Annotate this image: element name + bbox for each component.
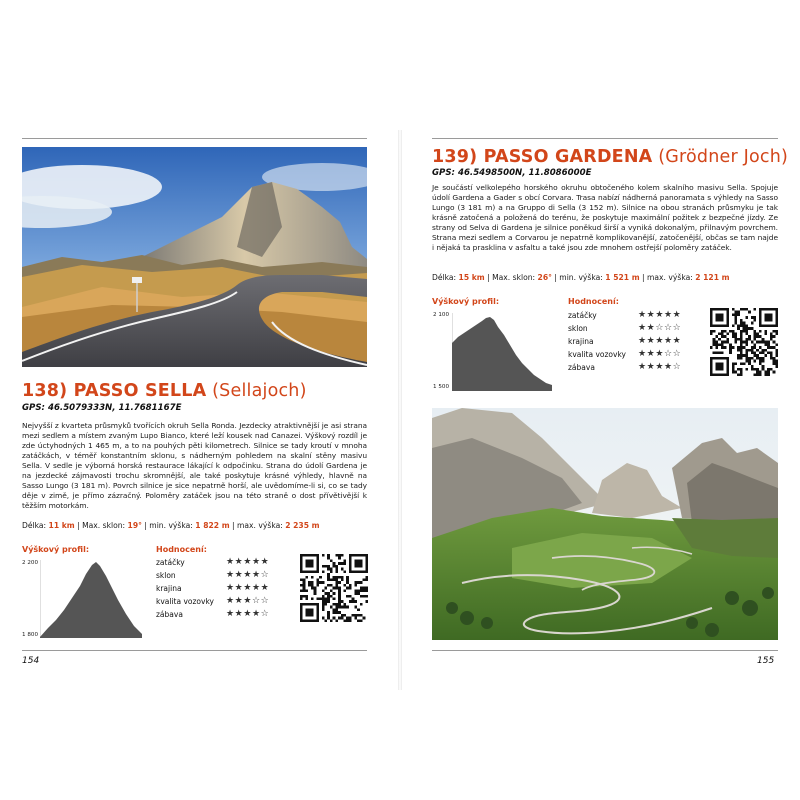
- stat-max-label: | max. výška:: [639, 273, 696, 282]
- rating-row-slope: [156, 571, 306, 582]
- elevation-profile-chart: [452, 313, 552, 391]
- star-icon: ★★★★★: [638, 336, 682, 346]
- rating-row-road-quality: [156, 597, 306, 608]
- rating-label: krajina: [568, 337, 594, 346]
- bottom-rule: [22, 650, 367, 651]
- right-page: [400, 0, 800, 800]
- elevation-bottom: 1 500: [433, 384, 450, 390]
- rating-label: zábava: [156, 610, 183, 619]
- route-stats: [22, 521, 320, 530]
- stat-slope-value: 19°: [127, 521, 142, 530]
- top-rule: [432, 138, 778, 139]
- stat-min-label: | min. výška:: [551, 273, 606, 282]
- page-number: 155: [757, 656, 775, 666]
- star-icon: ★★★★★: [226, 557, 270, 567]
- elevation-profile-chart: [40, 560, 142, 638]
- qr-code-icon[interactable]: [710, 308, 778, 376]
- stat-length-label: Délka:: [22, 521, 49, 530]
- section-title: [22, 381, 307, 401]
- stat-min-value: 1 822 m: [195, 521, 230, 530]
- star-icon: ★★★☆☆: [226, 596, 270, 606]
- star-icon: ★★★★☆: [226, 570, 270, 580]
- rating-label: zatáčky: [156, 558, 185, 567]
- stat-length-value: 15 km: [458, 273, 485, 282]
- elevation-top: 2 200: [22, 560, 39, 566]
- rating-label: kvalita vozovky: [156, 597, 214, 606]
- stat-slope-label: | Max. sklon:: [74, 521, 128, 530]
- description-text: Nejvyšší z kvarteta průsmyků tvořících okruh Sella Ronda. Jezdecky atraktivnější je asi strana mezi sedlem a místem zvaným Lupo Bianco, které leží kousek nad Canazei. Výškový rozdíl je zde úctyhodných 1 465 m, a to na pouhých pěti kilometrech. Silnice se tady kroutí v mnoha zatáčkách, v téměř konstantním sklonu, s nádherným pohledem na skalní stěny masivu Sella. V sedle je výborná horská restaurace lákající k odpočinku. Strana do údolí Gardena je na jezdecké zájmavosti trochu skromnější, ale také poskytuje krásné výhledy, hlavně na Sasso Lungo (3 181 m). Povrch silnice je sice nepatrně horší, ale uvědomíme-li si, co se tady děje v zimě, je přímo zázračný. Poloměry zatáček jsou na této straně o dost přívětivější k těžším motorkám.: [22, 421, 367, 511]
- star-icon: ★★★★☆: [638, 362, 682, 372]
- rating-label: kvalita vozovky: [568, 350, 626, 359]
- rating-row-fun: [156, 610, 306, 621]
- qr-code-icon[interactable]: [300, 554, 368, 622]
- stat-max-value: 2 235 m: [285, 521, 320, 530]
- stat-min-value: 1 521 m: [605, 273, 640, 282]
- stat-slope-value: 26°: [537, 273, 552, 282]
- rating-row-fun: [568, 363, 718, 374]
- section-title: [432, 147, 788, 167]
- star-icon: ★★★★★: [638, 310, 682, 320]
- title-main: 139) PASSO GARDENA: [432, 147, 653, 167]
- star-icon: ★★★★★: [226, 583, 270, 593]
- stat-min-label: | min. výška:: [141, 521, 196, 530]
- rating-row-slope: [568, 324, 718, 335]
- route-stats: [432, 273, 730, 282]
- stat-length-label: Délka:: [432, 273, 459, 282]
- title-main: 138) PASSO SELLA: [22, 381, 207, 401]
- rating-label: zábava: [568, 363, 595, 372]
- rating-label: krajina: [156, 584, 182, 593]
- gps-coordinates: GPS: 46.5079333N, 11.7681167E: [22, 403, 182, 413]
- stat-length-value: 11 km: [48, 521, 75, 530]
- rating-label: zatáčky: [568, 311, 597, 320]
- passo-gardena-photo: [432, 408, 778, 640]
- title-sub: (Sellajoch): [206, 381, 307, 401]
- rating-label: sklon: [568, 324, 588, 333]
- title-sub: (Grödner Joch): [652, 147, 789, 167]
- elevation-bottom: 1 800: [22, 632, 39, 638]
- star-icon: ★★★☆☆: [638, 349, 682, 359]
- ratings-label: Hodnocení:: [568, 297, 619, 306]
- description-text: Je součástí velkolepého horského okruhu obtočeného kolem skalního masivu Sella. Spojuje údolí Gardena a Gader s obcí Corvara. Trasa nabízí nádherná panoramata s výhledy na Sasso Lungo (3 181 m) a na Gruppo di Sella (3 152 m). Silnice na obou stranách průsmyku je tak krásně zatočená a položená do terénu, že poskytuje maximální požitek z bezpečné jízdy. Ze strany od Selva di Gardena je silnice poněkud širší a vyniká dokonalým, přilnavým povrchem. Strana mezi sedlem a Corvarou je nepatrně komplikovanější, zatočenější, občas se tam najde i nějaká ta prasklina v asfaltu a také jsou zde mnohem ostřejší poloměry zatáček.: [432, 183, 778, 253]
- elevation-top: 2 100: [433, 312, 450, 318]
- rating-label: sklon: [156, 571, 176, 580]
- elevation-profile-label: Výškový profil:: [22, 545, 90, 554]
- rating-row-scenery: [568, 337, 718, 348]
- star-icon: ★★★★☆: [226, 609, 270, 619]
- passo-sella-photo: [22, 147, 367, 367]
- bottom-rule: [432, 650, 778, 651]
- stat-slope-label: | Max. sklon:: [484, 273, 538, 282]
- top-rule: [22, 138, 367, 139]
- rating-row-turns: [568, 311, 718, 322]
- page-number: 154: [22, 656, 40, 666]
- stat-max-label: | max. výška:: [229, 521, 286, 530]
- rating-row-turns: [156, 558, 306, 569]
- ratings-label: Hodnocení:: [156, 545, 207, 554]
- gps-coordinates: GPS: 46.5498500N, 11.8086000E: [432, 168, 592, 178]
- rating-row-road-quality: [568, 350, 718, 361]
- star-icon: ★★☆☆☆: [638, 323, 682, 333]
- rating-row-scenery: [156, 584, 306, 595]
- elevation-profile-label: Výškový profil:: [432, 297, 500, 306]
- book-spine: [398, 130, 402, 690]
- stat-max-value: 2 121 m: [695, 273, 730, 282]
